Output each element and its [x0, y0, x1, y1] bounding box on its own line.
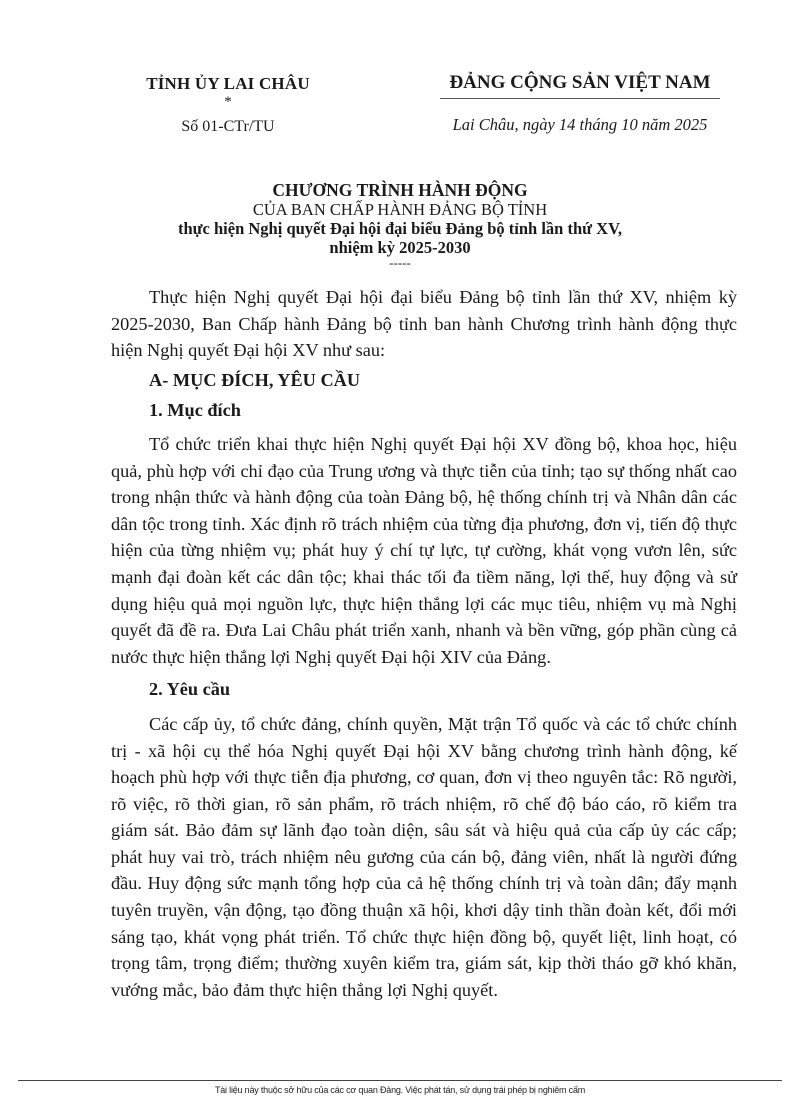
place-date: Lai Châu, ngày 14 tháng 10 năm 2025	[452, 115, 708, 134]
document-body	[111, 284, 737, 1003]
issuer-name: TỈNH ỦY LAI CHÂU	[146, 74, 310, 93]
title-line-4: nhiệm kỳ 2025-2030	[329, 238, 471, 257]
intro-paragraph: Thực hiện Nghị quyết Đại hội đại biểu Đảng bộ tỉnh lần thứ XV, nhiệm kỳ 2025-2030, Ban Chấp hành Đảng bộ tỉnh ban hành Chương trình hành động thực hiện Nghị quyết Đại hội XV như sau:	[111, 287, 737, 361]
issuer-star-mark: *	[224, 94, 232, 110]
section-a-heading: A- MỤC ĐÍCH, YÊU CẦU	[149, 369, 361, 390]
title-line-1: CHƯƠNG TRÌNH HÀNH ĐỘNG	[272, 180, 528, 200]
footer-notice: Tài liệu này thuộc sở hữu của các cơ quan Đảng. Việc phát tán, sử dụng trái phép bị nghiêm cấm	[214, 1085, 586, 1095]
party-underline	[440, 98, 720, 99]
requirements-heading: 2. Yêu cầu	[149, 679, 231, 700]
title-line-3: thực hiện Nghị quyết Đại hội đại biểu Đảng bộ tỉnh lần thứ XV,	[177, 219, 623, 238]
document-number: Số 01-CTr/TU	[181, 118, 275, 135]
document-title	[0, 181, 800, 269]
issuer-block	[128, 74, 328, 136]
purpose-heading: 1. Mục đích	[149, 400, 241, 421]
title-separator: -----	[389, 255, 411, 270]
party-name: ĐẢNG CỘNG SẢN VIỆT NAM	[449, 72, 711, 93]
purpose-paragraph: Tổ chức triển khai thực hiện Nghị quyết Đại hội XV đồng bộ, khoa học, hiệu quả, phù hợp với chỉ đạo của Trung ương và thực tiễn của tỉnh; tạo sự thống nhất cao trong nhận thức và hành động của toàn Đảng bộ, hệ thống chính trị và Nhân dân các dân tộc trong tỉnh. Xác định rõ trách nhiệm của từng địa phương, đơn vị, tiến độ thực hiện của từng nhiệm vụ; phát huy ý chí tự lực, tự cường, khát vọng vươn lên, sức mạnh đại đoàn kết các dân tộc; khai thác tối đa tiềm năng, lợi thế, huy động và sử dụng hiệu quả mọi nguồn lực, thực hiện thắng lợi các mục tiêu, nhiệm vụ mà Nghị quyết đã đề ra. Đưa Lai Châu phát triển xanh, nhanh và bền vững, góp phần cùng cả nước thực hiện thắng lợi Nghị quyết Đại hội XIV của Đảng.	[111, 433, 737, 667]
footer-divider	[18, 1080, 782, 1081]
title-line-2: CỦA BAN CHẤP HÀNH ĐẢNG BỘ TỈNH	[252, 200, 548, 219]
party-block	[430, 72, 730, 135]
requirements-paragraph: Các cấp ủy, tổ chức đảng, chính quyền, Mặt trận Tổ quốc và các tổ chức chính trị - xã hội cụ thể hóa Nghị quyết Đại hội XV bằng chương trình hành động, kế hoạch phù hợp với thực tiễn địa phương, cơ quan, đơn vị theo nguyên tắc: Rõ người, rõ việc, rõ thời gian, rõ sản phẩm, rõ trách nhiệm, rõ chế độ báo cáo, rõ kiểm tra giám sát. Bảo đảm sự lãnh đạo toàn diện, sâu sát và hiệu quả của cấp ủy các cấp; phát huy vai trò, trách nhiệm nêu gương của cán bộ, đảng viên, nhất là người đứng đầu. Huy động sức mạnh tổng hợp của cả hệ thống chính trị và toàn dân; đẩy mạnh tuyên truyền, vận động, tạo đồng thuận xã hội, khơi dậy tinh thần đoàn kết, đổi mới sáng tạo, khát vọng phát triển. Tổ chức thực hiện đồng bộ, quyết liệt, linh hoạt, có trọng tâm, trọng điểm; thường xuyên kiểm tra, giám sát, kịp thời tháo gỡ khó khăn, vướng mắc, bảo đảm thực hiện thắng lợi Nghị quyết.	[111, 713, 737, 1000]
